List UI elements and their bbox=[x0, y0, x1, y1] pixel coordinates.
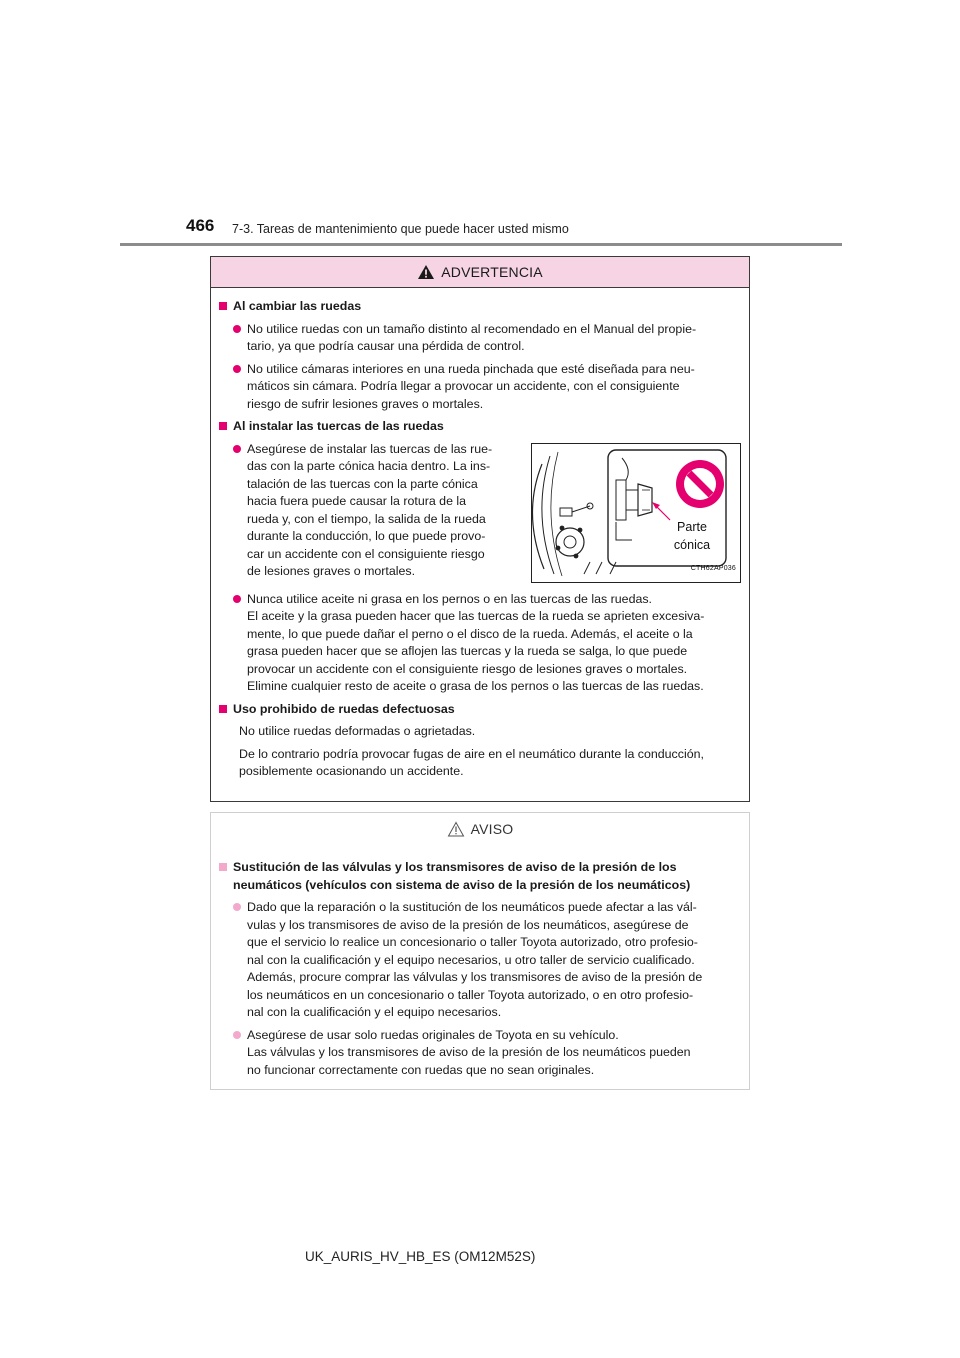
figure-label bbox=[670, 518, 714, 554]
text-line: El aceite y la grasa pueden hacer que las tuercas de la rueda se aprieten excesiva- bbox=[247, 609, 705, 623]
figure-label-line: cónica bbox=[673, 537, 711, 552]
circle-bullet-icon bbox=[233, 365, 241, 373]
list-item-text bbox=[247, 591, 741, 696]
circle-bullet-icon bbox=[233, 903, 241, 911]
list-item-text bbox=[247, 441, 521, 581]
list-item-text bbox=[247, 899, 741, 1022]
section-heading-text: Al instalar las tuercas de las ruedas bbox=[233, 419, 444, 433]
text-line: máticos sin cámara. Podría llegar a provocar un accidente, con el consiguiente bbox=[247, 379, 680, 393]
text-line: Asegúrese de usar solo ruedas originales de Toyota en su vehículo. bbox=[247, 1027, 619, 1042]
text-line: nal con la cualificación y el equipo necesarios. bbox=[247, 1005, 502, 1019]
warning-box bbox=[210, 256, 750, 802]
square-bullet-icon bbox=[219, 705, 227, 713]
text-line: durante la conducción, lo que puede provo- bbox=[247, 529, 486, 543]
list-item bbox=[233, 1027, 741, 1080]
text-line: provocar un accidente con el consiguiente riesgo de lesiones graves o mortales. bbox=[247, 661, 688, 676]
page-number: 466 bbox=[186, 216, 215, 235]
text-line: Asegúrese de instalar las tuercas de las rue- bbox=[247, 441, 493, 456]
text-line: No utilice ruedas deformadas o agrietadas. bbox=[239, 724, 476, 738]
square-bullet-icon bbox=[219, 422, 227, 430]
text-line: grasa pueden hacer que se aflojen las tuercas y la rueda se salga, lo que puede bbox=[247, 644, 688, 658]
text-line: rueda y, con el tiempo, la salida de la rueda bbox=[247, 511, 486, 526]
header-rule bbox=[120, 243, 842, 246]
text-line: Las válvulas y los transmisores de aviso de la presión de los neumáticos pueden bbox=[247, 1045, 691, 1059]
warning-title: ADVERTENCIA bbox=[441, 264, 543, 280]
section-heading bbox=[219, 701, 741, 719]
text-line: Además, procure comprar las válvulas y los transmisores de aviso de la presión de bbox=[247, 970, 703, 984]
section-heading bbox=[219, 298, 741, 316]
list-item bbox=[233, 361, 741, 414]
list-item bbox=[233, 441, 521, 581]
warning-triangle-icon bbox=[417, 264, 435, 280]
square-bullet-icon bbox=[219, 863, 227, 871]
figure-code: CTH62AP036 bbox=[690, 565, 736, 572]
footer-model-code: UK_AURIS_HV_HB_ES (OM12M52S) bbox=[305, 1249, 536, 1264]
text-line: no funcionar correctamente con ruedas que no sean originales. bbox=[247, 1062, 595, 1077]
section-heading bbox=[219, 859, 741, 894]
text-line: vulas y los transmisores de aviso de la presión de los neumáticos, asegúrese de bbox=[247, 917, 689, 932]
text-line: nal con la cualificación y el equipo necesarios, u otro taller de servicio cualificado. bbox=[247, 952, 695, 967]
text-line: neumáticos (vehículos con sistema de aviso de la presión de los neumáticos) bbox=[233, 877, 691, 892]
text-line: das con la parte cónica hacia dentro. La ins- bbox=[247, 459, 491, 473]
text-line: los neumáticos en un concesionario o taller Toyota autorizado, o en otro profesio- bbox=[247, 987, 694, 1002]
list-item-text bbox=[247, 321, 741, 356]
circle-bullet-icon bbox=[233, 1031, 241, 1039]
text-line: No utilice cámaras interiores en una rueda pinchada que esté diseñada para neu- bbox=[247, 361, 695, 376]
section-heading-text: Uso prohibido de ruedas defectuosas bbox=[233, 701, 455, 716]
list-item bbox=[233, 899, 741, 1022]
notice-header bbox=[211, 813, 749, 845]
figure-label-line: Parte bbox=[677, 519, 707, 534]
figure-row bbox=[219, 441, 741, 586]
text-line: de lesiones graves o mortales. bbox=[247, 564, 416, 578]
text-line: mente, lo que puede dañar el perno o el disco de la rueda. Además, el aceite o la bbox=[247, 626, 693, 641]
text-line: Sustitución de las válvulas y los transmisores de aviso de la presión de los bbox=[233, 860, 677, 874]
text-line: tario, ya que podría causar una pérdida de control. bbox=[247, 339, 525, 353]
list-item-text bbox=[247, 361, 741, 414]
text-line: hacia fuera puede causar la rotura de la bbox=[247, 494, 467, 508]
text-line: riesgo de sufrir lesiones graves o mortales. bbox=[247, 396, 484, 411]
paragraph bbox=[239, 746, 741, 781]
text-line: car un accidente con el consiguiente riesgo bbox=[247, 546, 485, 561]
warning-content bbox=[211, 288, 749, 781]
text-line: Nunca utilice aceite ni grasa en los pernos o en las tuercas de las ruedas. bbox=[247, 591, 652, 606]
section-heading-text: Al cambiar las ruedas bbox=[233, 299, 362, 313]
notice-box bbox=[210, 812, 750, 1090]
list-item-text bbox=[247, 1027, 741, 1080]
caution-triangle-icon bbox=[447, 821, 465, 837]
section-heading-text bbox=[233, 859, 741, 894]
text-line: Dado que la reparación o la sustitución de los neumáticos puede afectar a las vál- bbox=[247, 900, 697, 914]
text-line: De lo contrario podría provocar fugas de aire en el neumático durante la conducción, bbox=[239, 746, 704, 761]
list-item bbox=[233, 591, 741, 696]
text-line: posiblemente ocasionando un accidente. bbox=[239, 764, 464, 778]
notice-content bbox=[211, 845, 749, 1079]
circle-bullet-icon bbox=[233, 325, 241, 333]
text-line: No utilice ruedas con un tamaño distinto al recomendado en el Manual del propie- bbox=[247, 321, 697, 336]
square-bullet-icon bbox=[219, 302, 227, 310]
circle-bullet-icon bbox=[233, 445, 241, 453]
text-line: talación de las tuercas con la parte cónica bbox=[247, 476, 478, 491]
notice-title: AVISO bbox=[470, 821, 514, 837]
paragraph-text bbox=[239, 746, 741, 781]
paragraph bbox=[239, 723, 741, 741]
text-line: que el servicio lo realice un concesionario o taller Toyota autorizado, otro profesio- bbox=[247, 935, 698, 949]
wheel-nut-illustration bbox=[531, 443, 741, 583]
paragraph-text bbox=[239, 723, 741, 741]
text-line: Elimine cualquier resto de aceite o grasa de los pernos o las tuercas de las ruedas. bbox=[247, 679, 704, 693]
circle-bullet-icon bbox=[233, 595, 241, 603]
section-heading bbox=[219, 418, 741, 436]
warning-header bbox=[211, 257, 749, 288]
list-item bbox=[233, 321, 741, 356]
chapter-title: 7-3. Tareas de mantenimiento que puede hacer usted mismo bbox=[232, 222, 569, 236]
